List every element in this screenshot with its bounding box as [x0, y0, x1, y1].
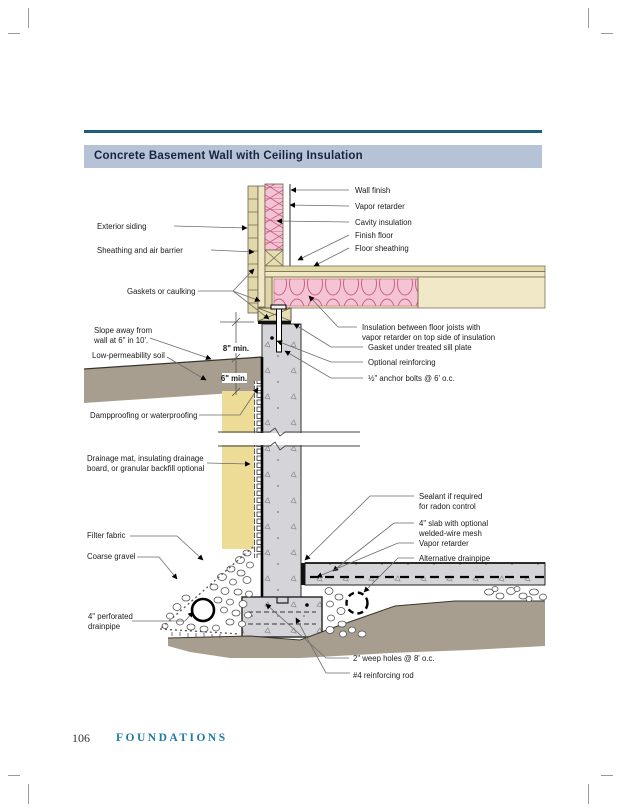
label-slab-2: welded-wire mesh	[419, 529, 482, 538]
label-dampproofing: Dampproofing or waterproofing	[90, 411, 198, 420]
label-anchor-bolts: ½" anchor bolts @ 6' o.c.	[368, 374, 455, 383]
label-slope-2: wall at 6" in 10'.	[94, 336, 149, 345]
sealant-joint	[301, 563, 305, 585]
label-wall-finish: Wall finish	[355, 186, 391, 195]
rebar-dot	[270, 336, 274, 340]
page-footer	[0, 731, 622, 751]
footing	[242, 597, 322, 637]
label-sealant-1: Sealant if required	[419, 492, 483, 501]
page-number: 106	[72, 731, 90, 745]
alternative-drainpipe	[347, 593, 368, 614]
cavity-insulation-batt	[265, 184, 283, 250]
sole-plate	[265, 250, 283, 266]
label-reinforcing-rod: #4 reinforcing rod	[353, 671, 414, 680]
floor-joist-insulation	[274, 279, 418, 306]
label-slab-1: 4" slab with optional	[419, 519, 489, 528]
gravel-under-slab	[485, 587, 547, 602]
exterior-siding	[248, 186, 258, 313]
label-drainage-1: Drainage mat, insulating drainage	[87, 454, 204, 463]
label-finish-floor: Finish floor	[355, 231, 394, 240]
label-gaskets: Gaskets or caulking	[127, 287, 196, 296]
label-filter-fabric: Filter fabric	[87, 531, 126, 540]
floor-sheathing-layer	[265, 272, 545, 278]
label-low-perm: Low-permeability soil	[92, 351, 165, 360]
wall-sheathing	[258, 186, 265, 307]
label-perf-drainpipe-1: 4" perforated	[88, 612, 133, 621]
chapter-title: FOUNDATIONS	[116, 732, 228, 744]
basement-slab	[301, 563, 545, 585]
sill-gasket	[258, 321, 291, 324]
label-exterior-siding: Exterior siding	[97, 222, 147, 231]
label-slab-vapor-retarder: Vapor retarder	[419, 539, 469, 548]
perforated-drainpipe	[192, 599, 214, 621]
label-joist-insulation-1: Insulation between floor joists with	[362, 323, 481, 332]
label-coarse-gravel: Coarse gravel	[87, 552, 136, 561]
label-vapor-retarder: Vapor retarder	[355, 202, 405, 211]
label-optional-reinforcing: Optional reinforcing	[368, 358, 436, 367]
label-gasket-sill: Gasket under treated sill plate	[368, 343, 472, 352]
label-joist-insulation-2: vapor retarder on top side of insulation	[362, 333, 496, 342]
dim-8in: 8" min.	[222, 344, 250, 353]
dim-6in: 6" min.	[220, 374, 248, 383]
label-sheathing: Sheathing and air barrier	[97, 246, 183, 255]
label-weep-holes: 2" weep holes @ 8' o.c.	[353, 654, 435, 663]
concrete-wall	[262, 324, 301, 597]
label-floor-sheathing: Floor sheathing	[355, 244, 409, 253]
figure-title: Concrete Basement Wall with Ceiling Insulation	[94, 150, 363, 162]
label-alt-drainpipe: Alternative drainpipe	[419, 554, 491, 563]
label-perf-drainpipe-2: drainpipe	[88, 622, 121, 631]
label-sealant-2: for radon control	[419, 502, 476, 511]
rim-joist	[265, 277, 272, 308]
label-drainage-2: board, or granular backfill optional	[87, 464, 205, 473]
label-cavity-insulation: Cavity insulation	[355, 218, 412, 227]
label-slope-1: Slope away from	[94, 326, 153, 335]
finish-floor-layer	[265, 266, 545, 272]
